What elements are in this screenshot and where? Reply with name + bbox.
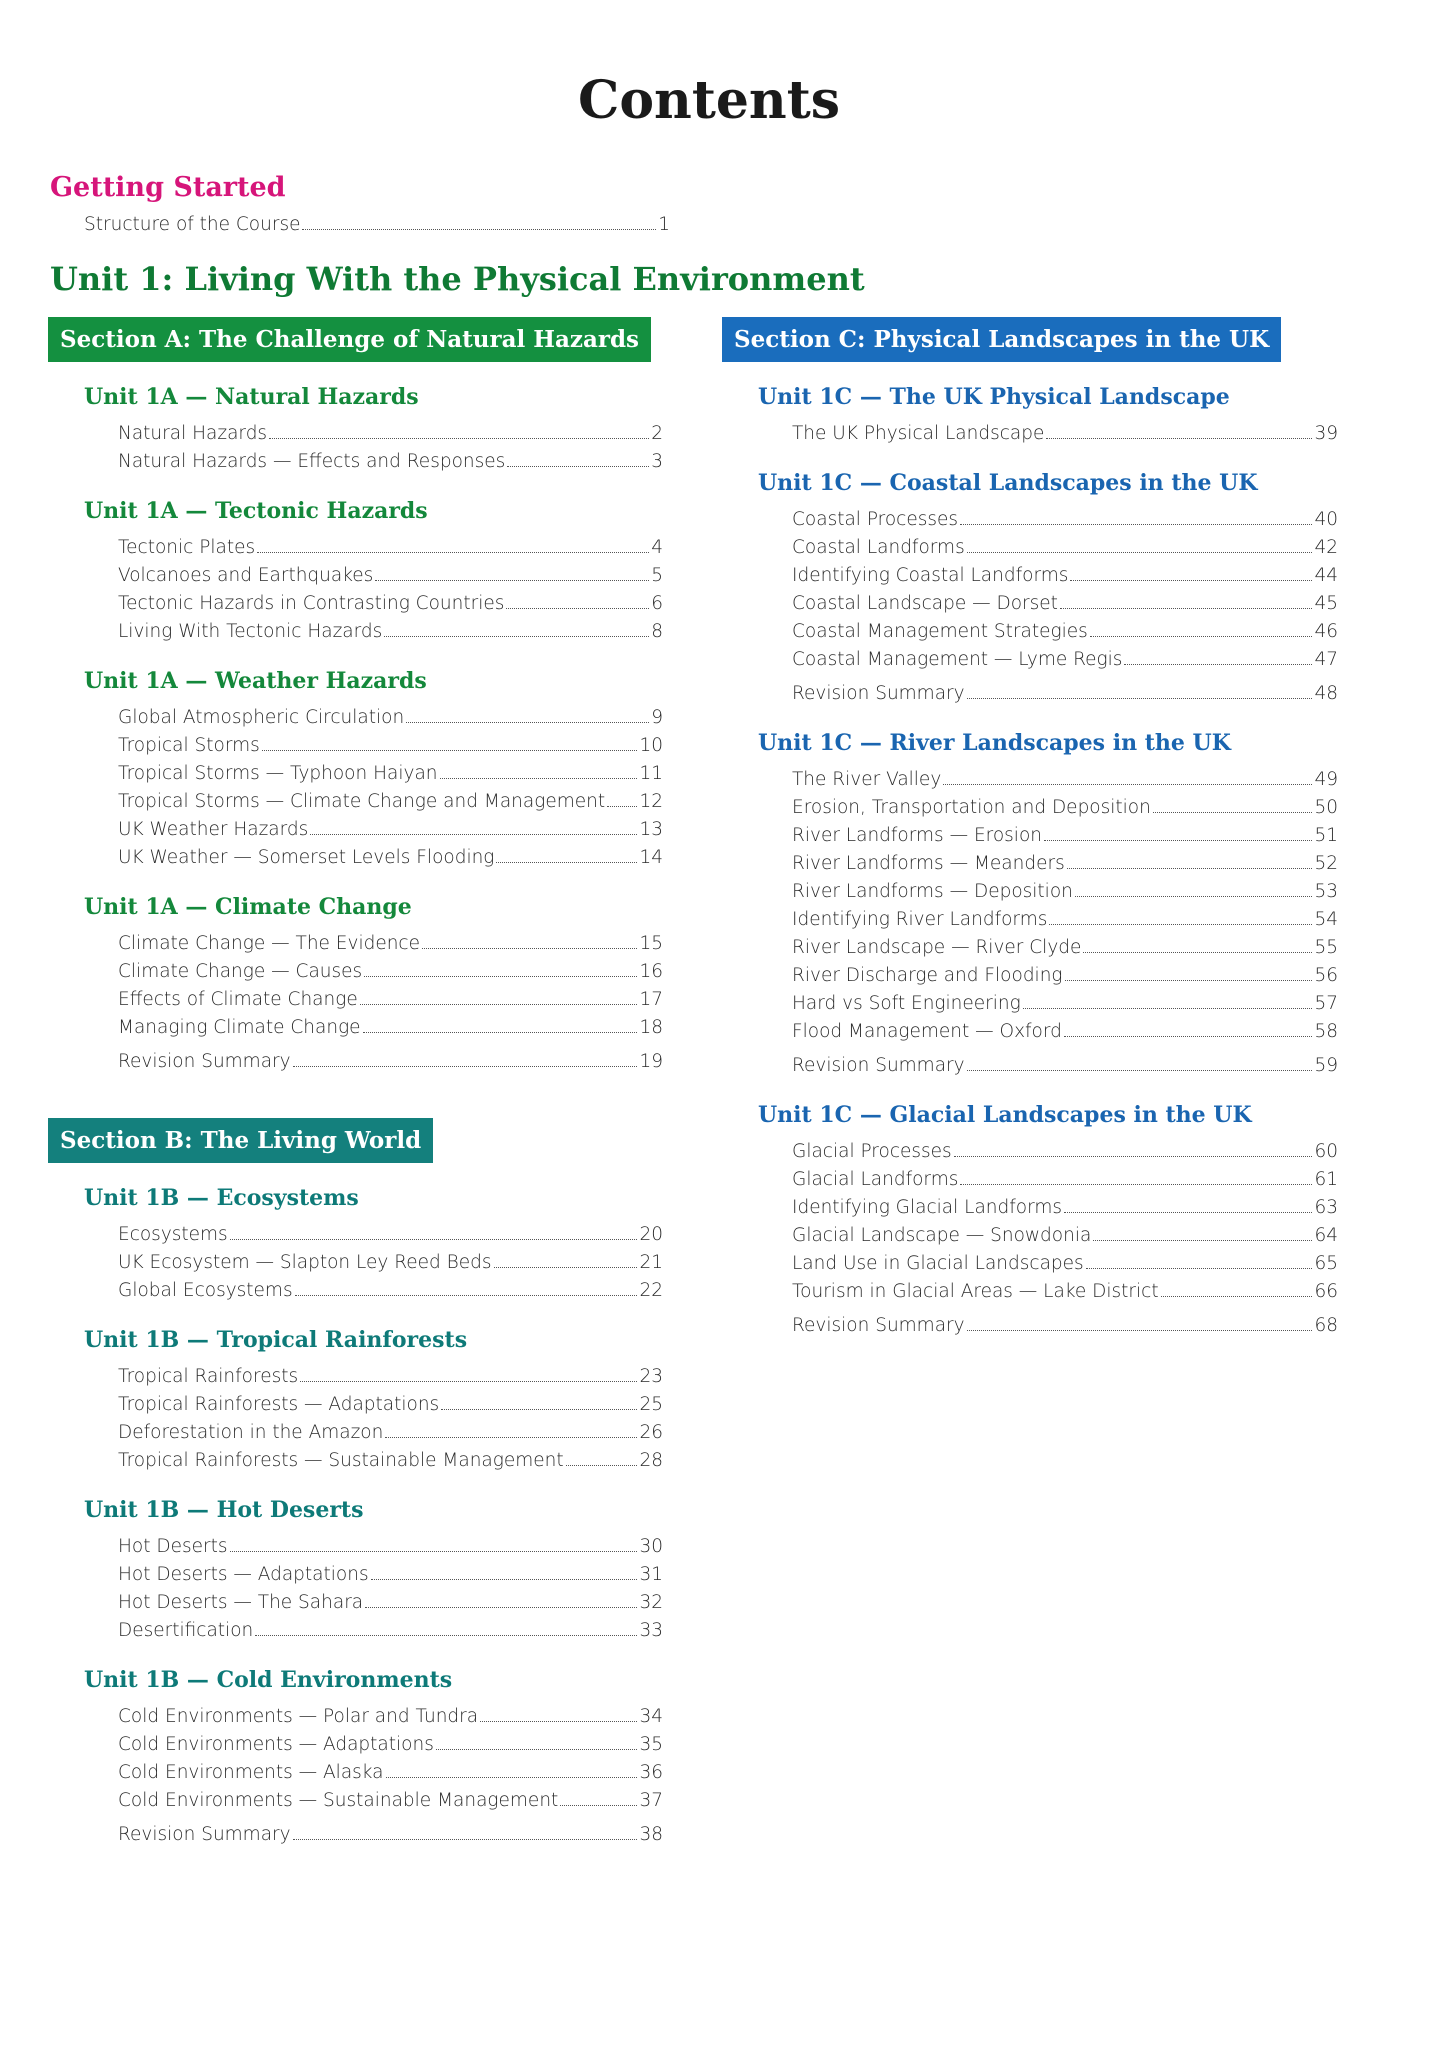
dot-leader [1046, 438, 1312, 439]
unit-heading: Unit 1C — River Landscapes in the UK [758, 730, 1231, 756]
toc-entry[interactable] [118, 448, 663, 476]
toc-entry[interactable] [792, 990, 1338, 1018]
toc-entry[interactable] [118, 420, 663, 448]
toc-entry[interactable] [792, 850, 1338, 878]
unit-heading: Unit 1A — Natural Hazards [84, 384, 419, 410]
page-number: 3 [651, 451, 663, 472]
section-b-banner: Section B: The Living World [48, 1118, 433, 1163]
entry-title: Living With Tectonic Hazards [118, 621, 383, 642]
entry-title: Effects of Climate Change [118, 989, 358, 1010]
entry-title: Global Ecosystems [118, 1280, 293, 1301]
dot-leader [1023, 1008, 1313, 1009]
dot-leader [255, 1635, 637, 1636]
page-number: 64 [1314, 1225, 1338, 1246]
page-number: 36 [639, 1762, 663, 1783]
page-number: 11 [639, 763, 663, 784]
entry-title: Tropical Storms [118, 735, 260, 756]
toc-entry[interactable] [792, 1278, 1338, 1306]
toc-entry[interactable] [118, 732, 663, 760]
unit-heading: Unit 1A — Weather Hazards [84, 668, 427, 694]
section-c-banner: Section C: Physical Landscapes in the UK [722, 317, 1281, 362]
dot-leader [967, 552, 1313, 553]
unit-heading: Unit 1A — Tectonic Hazards [84, 498, 428, 524]
entry-list [118, 1703, 663, 1849]
page-number: 42 [1314, 537, 1338, 558]
left-column [48, 317, 663, 1849]
toc-entry[interactable] [118, 1447, 663, 1475]
section-a-banner: Section A: The Challenge of Natural Hazards [48, 317, 651, 362]
page-number: 26 [639, 1422, 663, 1443]
toc-entry[interactable] [792, 1166, 1338, 1194]
dot-leader [967, 1330, 1313, 1331]
unit-block [758, 1102, 1338, 1340]
toc-entry[interactable] [118, 1221, 663, 1249]
entry-title: Climate Change — Causes [118, 961, 363, 982]
page-number: 54 [1314, 909, 1338, 930]
dot-leader [1161, 1296, 1313, 1297]
page-number: 56 [1314, 965, 1338, 986]
entry-title: Revision Summary [118, 1051, 291, 1072]
entry-title: Tropical Rainforests [118, 1366, 299, 1387]
page-number: 40 [1314, 509, 1338, 530]
page-number: 17 [639, 989, 663, 1010]
entry-title: River Landforms — Meanders [792, 853, 1065, 874]
toc-entry[interactable] [118, 1731, 663, 1759]
dot-leader [1065, 980, 1313, 981]
page-number: 22 [639, 1280, 663, 1301]
dot-leader [310, 834, 637, 835]
toc-entry[interactable] [792, 1250, 1338, 1278]
toc-entry[interactable] [118, 788, 663, 816]
page-number: 34 [639, 1706, 663, 1727]
dot-leader [300, 1381, 637, 1382]
entry-title: Climate Change — The Evidence [118, 933, 420, 954]
dot-leader [1067, 868, 1313, 869]
page-number: 8 [651, 621, 663, 642]
page-number: 50 [1314, 797, 1338, 818]
entry-title: Hard vs Soft Engineering [792, 993, 1021, 1014]
unit-heading: Unit 1B — Hot Deserts [84, 1497, 364, 1523]
toc-entry[interactable] [792, 534, 1338, 562]
getting-started-entries [84, 211, 670, 239]
toc-entry[interactable] [792, 590, 1338, 618]
page-number: 2 [651, 423, 663, 444]
dot-leader [364, 976, 637, 977]
toc-entry[interactable] [118, 1617, 663, 1645]
page-number: 39 [1314, 423, 1338, 444]
page-number: 9 [651, 707, 663, 728]
getting-started-heading: Getting Started [50, 172, 286, 203]
toc-entry[interactable] [118, 1787, 663, 1815]
dot-leader [295, 1295, 638, 1296]
toc-entry[interactable] [792, 906, 1338, 934]
toc-entry[interactable] [118, 844, 663, 872]
page-number: 33 [639, 1620, 663, 1641]
toc-entry[interactable] [118, 816, 663, 844]
entry-title: Cold Environments — Polar and Tundra [118, 1706, 479, 1727]
toc-entry[interactable] [118, 1277, 663, 1305]
toc-entry[interactable] [792, 878, 1338, 906]
toc-entry[interactable] [118, 1561, 663, 1589]
entry-title: Coastal Landforms [792, 537, 965, 558]
page-number: 47 [1314, 649, 1338, 670]
entry-list [118, 1221, 663, 1305]
page-number: 25 [639, 1394, 663, 1415]
page-number: 44 [1314, 565, 1338, 586]
entry-title: Coastal Management Strategies [792, 621, 1088, 642]
page-number: 38 [639, 1824, 663, 1845]
unit-title: Unit 1: Living With the Physical Environment [50, 260, 865, 298]
entry-title: Hot Deserts — Adaptations [118, 1564, 369, 1585]
toc-entry[interactable] [118, 958, 663, 986]
dot-leader [1086, 1268, 1313, 1269]
dot-leader [375, 580, 649, 581]
dot-leader [1075, 896, 1313, 897]
section-a [48, 317, 663, 1076]
unit-block [84, 1497, 663, 1645]
entry-title: Identifying Glacial Landforms [792, 1197, 1063, 1218]
toc-entry[interactable] [792, 934, 1338, 962]
entry-title: Glacial Landforms [792, 1169, 959, 1190]
dot-leader [1124, 664, 1312, 665]
dot-leader [386, 1777, 638, 1778]
dot-leader [943, 784, 1312, 785]
entry-list [118, 420, 663, 476]
page-number: 16 [639, 961, 663, 982]
dot-leader [385, 1437, 637, 1438]
page-number: 31 [639, 1564, 663, 1585]
page-number: 65 [1314, 1253, 1338, 1274]
unit-block [84, 498, 663, 646]
entry-title: Coastal Processes [792, 509, 959, 530]
page-number: 12 [639, 791, 663, 812]
dot-leader [1044, 840, 1312, 841]
dot-leader [494, 1267, 638, 1268]
page-number: 58 [1314, 1021, 1338, 1042]
dot-leader [230, 1239, 638, 1240]
getting-started-block [50, 172, 670, 239]
toc-entry[interactable] [792, 1018, 1338, 1046]
toc-entry[interactable] [118, 1703, 663, 1731]
page-number: 35 [639, 1734, 663, 1755]
dot-leader [371, 1579, 638, 1580]
entry-title: UK Weather — Somerset Levels Flooding [118, 847, 495, 868]
revision-summary-entry[interactable] [792, 1312, 1338, 1340]
entry-title: Tropical Rainforests — Adaptations [118, 1394, 440, 1415]
toc-entry[interactable] [792, 822, 1338, 850]
dot-leader [269, 438, 649, 439]
dot-leader [607, 806, 637, 807]
unit-heading: Unit 1A — Climate Change [84, 894, 412, 920]
dot-leader [967, 1070, 1313, 1071]
toc-entry[interactable] [118, 986, 663, 1014]
unit-block [84, 1185, 663, 1305]
unit-block [758, 384, 1338, 448]
unit-block [84, 384, 663, 476]
page-number: 23 [639, 1366, 663, 1387]
unit-block [758, 470, 1338, 708]
dot-leader [960, 524, 1312, 525]
entry-title: River Discharge and Flooding [792, 965, 1063, 986]
section-c [722, 317, 1338, 1340]
entry-list [792, 766, 1338, 1080]
unit-heading: Unit 1B — Cold Environments [84, 1667, 453, 1693]
revision-summary-entry[interactable] [118, 1048, 663, 1076]
entry-list [118, 1533, 663, 1645]
unit-block [84, 668, 663, 872]
page-number: 59 [1314, 1055, 1338, 1076]
entry-list [792, 420, 1338, 448]
dot-leader [440, 778, 638, 779]
page-number: 14 [639, 847, 663, 868]
page-number: 32 [639, 1592, 663, 1613]
unit-block [84, 1667, 663, 1849]
page-number: 49 [1314, 769, 1338, 790]
page-number: 46 [1314, 621, 1338, 642]
toc-entry[interactable] [118, 1759, 663, 1787]
dot-leader [960, 1184, 1312, 1185]
dot-leader [1064, 1212, 1312, 1213]
revision-summary-entry[interactable] [792, 1052, 1338, 1080]
entry-title: River Landscape — River Clyde [792, 937, 1082, 958]
page-number: 60 [1314, 1141, 1338, 1162]
dot-leader [967, 698, 1313, 699]
entry-title: Flood Management — Oxford [792, 1021, 1062, 1042]
section-a-units [48, 384, 663, 1076]
unit-heading: Unit 1B — Ecosystems [84, 1185, 359, 1211]
entry-title: Coastal Landscape — Dorset [792, 593, 1058, 614]
entry-title: Ecosystems [118, 1224, 228, 1245]
toc-entry[interactable] [792, 766, 1338, 794]
dot-leader [560, 1805, 637, 1806]
right-column [722, 317, 1338, 1340]
dot-leader [384, 636, 649, 637]
page-number: 4 [651, 537, 663, 558]
dot-leader [422, 948, 637, 949]
entry-list [118, 930, 663, 1076]
dot-leader [1093, 1240, 1312, 1241]
entry-title: UK Weather Hazards [118, 819, 309, 840]
entry-title: Hot Deserts [118, 1536, 228, 1557]
toc-entry[interactable] [792, 646, 1338, 674]
entry-title: Revision Summary [118, 1824, 291, 1845]
page-number: 18 [639, 1017, 663, 1038]
toc-entry[interactable] [118, 1391, 663, 1419]
entry-title: Natural Hazards [118, 423, 268, 444]
toc-entry[interactable] [792, 1222, 1338, 1250]
toc-entry[interactable] [118, 1533, 663, 1561]
entry-title: Revision Summary [792, 683, 965, 704]
toc-entry[interactable] [118, 1249, 663, 1277]
entry-title: Natural Hazards — Effects and Responses [118, 451, 506, 472]
page-number: 51 [1314, 825, 1338, 846]
toc-entry[interactable] [118, 1014, 663, 1042]
entry-title: Cold Environments — Adaptations [118, 1734, 434, 1755]
entry-title: Tropical Storms — Climate Change and Management [118, 791, 606, 812]
page-number: 63 [1314, 1197, 1338, 1218]
toc-entry[interactable] [792, 506, 1338, 534]
revision-summary-entry[interactable] [792, 680, 1338, 708]
entry-title: River Landforms — Deposition [792, 881, 1073, 902]
dot-leader [1153, 812, 1313, 813]
dot-leader [257, 552, 649, 553]
entry-title: UK Ecosystem — Slapton Ley Reed Beds [118, 1252, 492, 1273]
entry-title: Hot Deserts — The Sahara [118, 1592, 364, 1613]
dot-leader [507, 466, 649, 467]
toc-entry[interactable] [118, 1419, 663, 1447]
entry-title: Glacial Landscape — Snowdonia [792, 1225, 1092, 1246]
unit-heading: Unit 1C — The UK Physical Landscape [758, 384, 1230, 410]
dot-leader [496, 862, 637, 863]
dot-leader [566, 1465, 638, 1466]
entry-list [118, 704, 663, 872]
section-b [48, 1118, 663, 1849]
entry-title: Revision Summary [792, 1315, 965, 1336]
dot-leader [1083, 952, 1312, 953]
unit-heading: Unit 1C — Glacial Landscapes in the UK [758, 1102, 1252, 1128]
dot-leader [293, 1066, 638, 1067]
section-b-units [48, 1185, 663, 1849]
entry-title: Revision Summary [792, 1055, 965, 1076]
unit-heading: Unit 1B — Tropical Rainforests [84, 1327, 468, 1353]
entry-title: Tropical Storms — Typhoon Haiyan [118, 763, 438, 784]
entry-list [118, 534, 663, 646]
page-number: 68 [1314, 1315, 1338, 1336]
toc-entry[interactable] [792, 420, 1338, 448]
toc-entry[interactable] [118, 704, 663, 732]
toc-entry[interactable] [792, 1194, 1338, 1222]
toc-entry[interactable] [118, 618, 663, 646]
entry-title: River Landforms — Erosion [792, 825, 1042, 846]
toc-entry[interactable] [792, 618, 1338, 646]
toc-entry[interactable] [118, 1363, 663, 1391]
page-number: 66 [1314, 1281, 1338, 1302]
toc-entry[interactable] [118, 534, 663, 562]
entry-title: Volcanoes and Earthquakes [118, 565, 374, 586]
page-number: 13 [639, 819, 663, 840]
entry-title: Cold Environments — Sustainable Management [118, 1790, 559, 1811]
toc-entry[interactable] [118, 562, 663, 590]
page-number: 30 [639, 1536, 663, 1557]
toc-entry[interactable] [792, 562, 1338, 590]
entry-title: Tectonic Plates [118, 537, 256, 558]
page-number: 5 [651, 565, 663, 586]
toc-entry[interactable] [118, 760, 663, 788]
dot-leader [480, 1721, 637, 1722]
unit-block [758, 730, 1338, 1080]
page-number: 19 [639, 1051, 663, 1072]
toc-entry[interactable] [84, 211, 670, 239]
toc-entry[interactable] [118, 590, 663, 618]
toc-entry[interactable] [792, 1138, 1338, 1166]
entry-list [792, 506, 1338, 708]
dot-leader [1060, 608, 1313, 609]
page-number: 48 [1314, 683, 1338, 704]
dot-leader [1049, 924, 1312, 925]
entry-list [792, 1138, 1338, 1340]
page-number: 52 [1314, 853, 1338, 874]
page-number: 6 [651, 593, 663, 614]
entry-title: Global Atmospheric Circulation [118, 707, 405, 728]
entry-title: Erosion, Transportation and Deposition [792, 797, 1151, 818]
dot-leader [436, 1749, 638, 1750]
section-c-units [722, 384, 1338, 1340]
entry-title: The River Valley [792, 769, 942, 790]
toc-entry[interactable] [792, 962, 1338, 990]
dot-leader [360, 1004, 638, 1005]
entry-title: Managing Climate Change [118, 1017, 361, 1038]
unit-block [84, 894, 663, 1076]
dot-leader [1064, 1036, 1313, 1037]
dot-leader [406, 722, 649, 723]
page-number: 10 [639, 735, 663, 756]
entry-title: Coastal Management — Lyme Regis [792, 649, 1123, 670]
entry-title: Desertification [118, 1620, 254, 1641]
dot-leader [293, 1839, 638, 1840]
entry-title: Cold Environments — Alaska [118, 1762, 384, 1783]
entry-title: Deforestation in the Amazon [118, 1422, 384, 1443]
dot-leader [230, 1551, 638, 1552]
revision-summary-entry[interactable] [118, 1821, 663, 1849]
page-number: 57 [1314, 993, 1338, 1014]
entry-title: Tourism in Glacial Areas — Lake District [792, 1281, 1159, 1302]
dot-leader [363, 1032, 638, 1033]
dot-leader [302, 229, 656, 230]
page-number: 53 [1314, 881, 1338, 902]
toc-entry[interactable] [792, 794, 1338, 822]
unit-block [84, 1327, 663, 1475]
page-number: 1 [658, 214, 670, 235]
entry-title: The UK Physical Landscape [792, 423, 1045, 444]
entry-title: Structure of the Course [84, 214, 301, 235]
dot-leader [1070, 580, 1312, 581]
page-number: 28 [639, 1450, 663, 1471]
entry-title: Glacial Processes [792, 1141, 952, 1162]
dot-leader [506, 608, 649, 609]
page-number: 37 [639, 1790, 663, 1811]
dot-leader [365, 1607, 637, 1608]
entry-title: Tropical Rainforests — Sustainable Management [118, 1450, 564, 1471]
toc-entry[interactable] [118, 1589, 663, 1617]
dot-leader [441, 1409, 637, 1410]
entry-title: Identifying River Landforms [792, 909, 1048, 930]
unit-heading: Unit 1C — Coastal Landscapes in the UK [758, 470, 1258, 496]
entry-list [118, 1363, 663, 1475]
page-number: 61 [1314, 1169, 1338, 1190]
dot-leader [954, 1156, 1313, 1157]
entry-title: Identifying Coastal Landforms [792, 565, 1069, 586]
toc-entry[interactable] [118, 930, 663, 958]
page-number: 55 [1314, 937, 1338, 958]
dot-leader [1090, 636, 1313, 637]
page-number: 20 [639, 1224, 663, 1245]
page-number: 21 [639, 1252, 663, 1273]
page-number: 45 [1314, 593, 1338, 614]
entry-title: Land Use in Glacial Landscapes [792, 1253, 1084, 1274]
page-number: 15 [639, 933, 663, 954]
entry-title: Tectonic Hazards in Contrasting Countries [118, 593, 505, 614]
dot-leader [262, 750, 638, 751]
page-title: Contents [577, 70, 841, 131]
